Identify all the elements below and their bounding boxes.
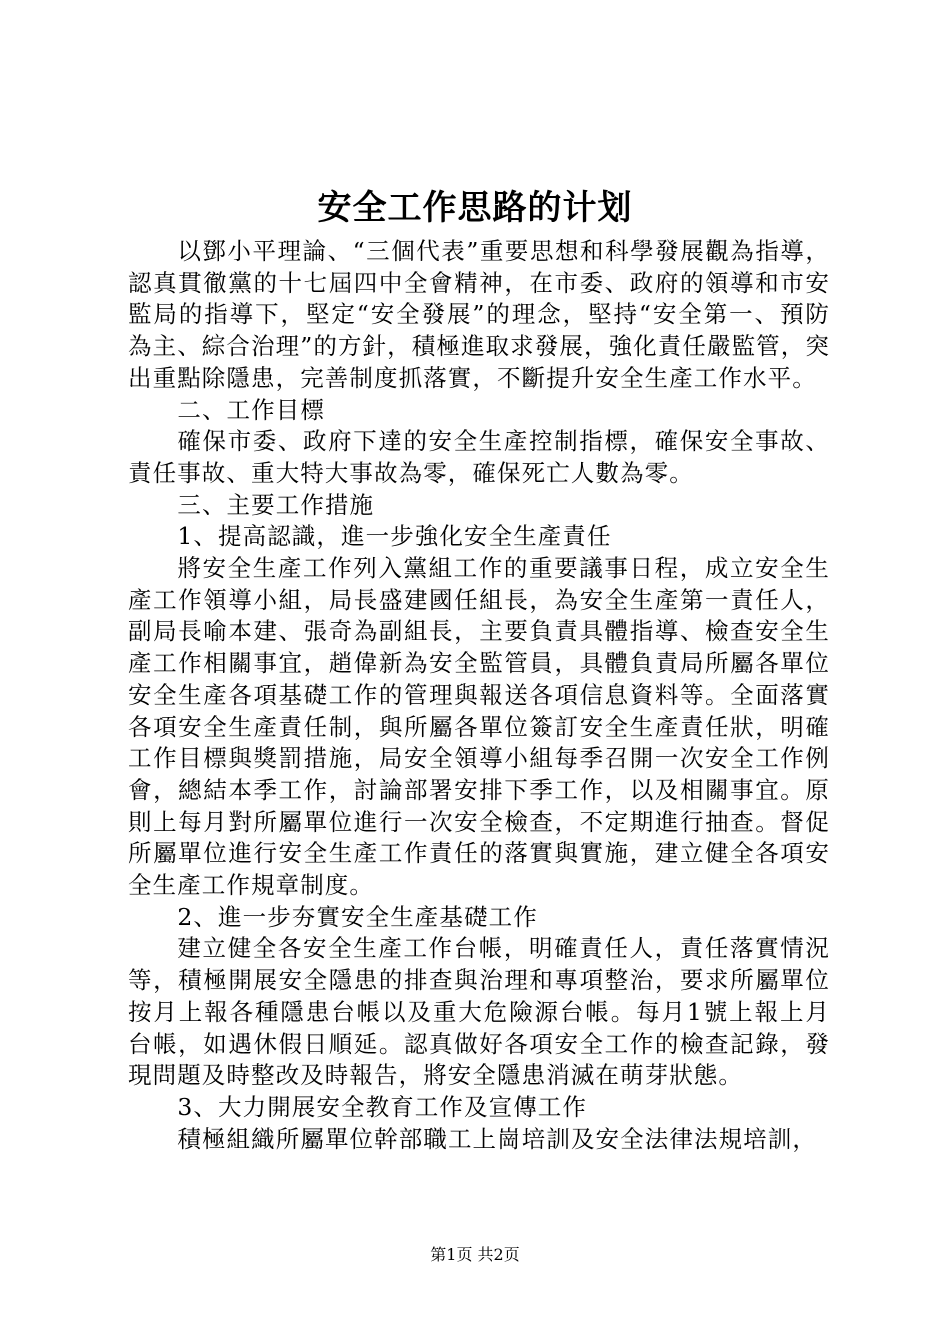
paragraph-measure-1: 將安全生產工作列入黨組工作的重要議事日程，成立安全生產工作領導小組，局長盛建國任組長，為安全生產第一責任人，副局長喻本建、張奇為副組長，主要負責具體指導、檢查安全生產工作相關事宜，趙偉新為安全監管員，具體負責局所屬各單位安全生產各項基礎工作的管理與報送各項信息資料等。全面落實各項安全生產責任制，與所屬各單位簽訂安全生產責任狀，明確工作目標與獎罰措施，局安全領導小組每季召開一次安全工作例會，總結本季工作，討論部署安排下季工作，以及相關事宜。原則上每月對所屬單位進行一次安全檢查，不定期進行抽查。督促所屬單位進行安全生產工作責任的落實與實施，建立健全各項安全生產工作規章制度。 [128,554,830,900]
document-title: 安全工作思路的计划 [317,188,633,228]
heading-work-goals: 二、工作目標 [177,395,325,424]
subheading-measure-1: 1、提高認識，進一步強化安全生產責任 [177,522,612,551]
paragraph-goals: 確保市委、政府下達的安全生產控制指標，確保安全事故、責任事故、重大特大事故為零，確保死亡人數為零。 [128,427,830,487]
page-footer: 第1页 共2页 [430,1245,520,1264]
subheading-measure-2: 2、進一步夯實安全生產基礎工作 [177,902,538,931]
heading-main-measures: 三、主要工作措施 [177,490,375,519]
paragraph-measure-3: 積極組織所屬單位幹部職工上崗培訓及安全法律法規培訓， [177,1124,817,1153]
document-body [128,236,830,1155]
paragraph-measure-2: 建立健全各安全生產工作台帳，明確責任人，責任落實情況等，積極開展安全隱患的排查與治理和專項整治，要求所屬單位按月上報各種隱患台帳以及重大危險源台帳。每月1號上報上月台帳，如遇休假日順延。認真做好各項安全工作的檢查記錄，發現問題及時整改及時報告，將安全隱患消滅在萌芽狀態。 [128,934,830,1090]
subheading-measure-3: 3、大力開展安全教育工作及宣傳工作 [177,1092,587,1121]
paragraph-intro: 以鄧小平理論、“三個代表”重要思想和科學發展觀為指導，認真貫徹黨的十七屆四中全會精神，在市委、政府的領導和市安監局的指導下，堅定“安全發展”的理念，堅持“安全第一、預防為主、綜合治理”的方針，積極進取求發展，強化責任嚴監管，突出重點除隱患，完善制度抓落實，不斷提升安全生產工作水平。 [128,237,830,392]
